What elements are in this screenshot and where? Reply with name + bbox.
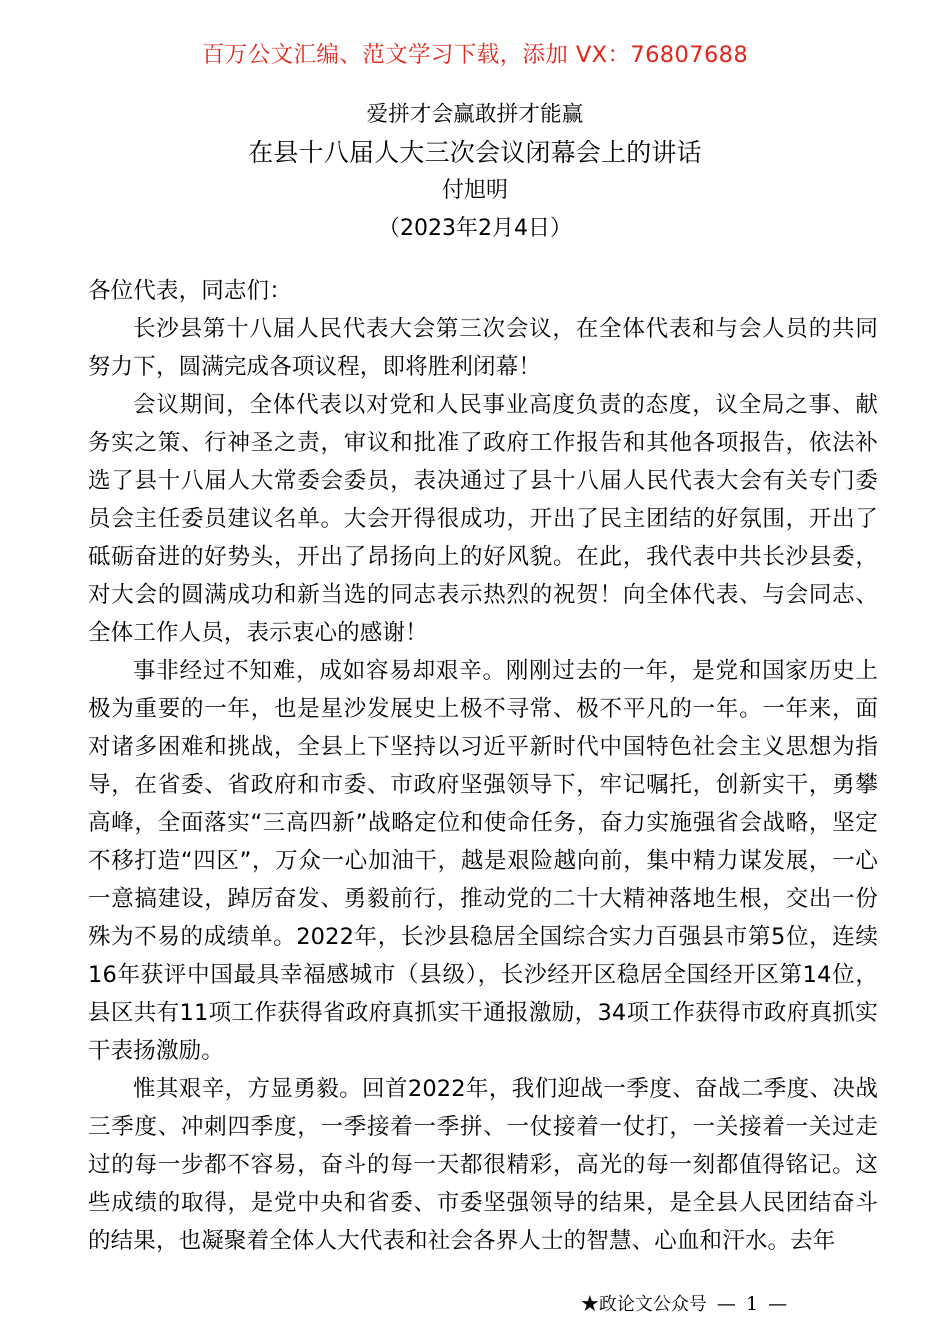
footer-inner — [581, 1291, 789, 1318]
document-body — [88, 272, 878, 1260]
title-date: （2023年2月4日） — [378, 216, 572, 241]
body-paragraph: 会议期间，全体代表以对党和人民事业高度负责的态度，议全局之事、献务实之策、行神圣之责，审议和批准了政府工作报告和其他各项报告，依法补选了县十八届人大常委会委员，表决通过了县十八届人民代表大会有关专门委员会主任委员建议名单。大会开得很成功，开出了民主团结的好氛围，开出了砥砺奋进的好势头，开出了昂扬向上的好风貌。在此，我代表中共长沙县委，对大会的圆满成功和新当选的同志表示热烈的祝贺！向全体代表、与会同志、全体工作人员，表示衷心的感谢！ — [88, 392, 878, 646]
body-salutation: 各位代表，同志们： — [88, 278, 292, 304]
title-author: 付旭明 — [441, 178, 508, 203]
document-title-block — [0, 97, 950, 249]
title-line-1: 爱拼才会赢敢拼才能赢 — [366, 102, 584, 127]
promo-banner-text: 百万公文汇编、范文学习下载，添加 VX：76807688 — [201, 42, 749, 68]
footer-page-number: — 1 — — [716, 1293, 790, 1315]
footer-watermark: ★政论文公众号 — [580, 1294, 707, 1315]
body-paragraph: 惟其艰辛，方显勇毅。回首2022年，我们迎战一季度、奋战二季度、决战三季度、冲刺四季度，一季接着一季拼、一仗接着一仗打，一关接着一关过走过的每一步都不容易，奋斗的每一天都很精彩，高光的每一刻都值得铭记。这些成绩的取得，是党中央和省委、市委坚强领导的结果，是全县人民团结奋斗的结果，也凝聚着全体人大代表和社会各界人士的智慧、心血和汗水。去年 — [88, 1076, 878, 1254]
body-paragraph: 长沙县第十八届人民代表大会第三次会议，在全体代表和与会人员的共同努力下，圆满完成各项议程，即将胜利闭幕！ — [88, 316, 878, 380]
document-footer — [0, 1291, 950, 1318]
body-paragraph: 事非经过不知难，成如容易却艰辛。刚刚过去的一年，是党和国家历史上极为重要的一年，也是星沙发展史上极不寻常、极不平凡的一年。一年来，面对诸多困难和挑战，全县上下坚持以习近平新时代中国特色社会主义思想为指导，在省委、省政府和市委、市政府坚强领导下，牢记嘱托，创新实干，勇攀高峰，全面落实“三高四新”战略定位和使命任务，奋力实施强省会战略，坚定不移打造“四区”，万众一心加油干，越是艰险越向前，集中精力谋发展，一心一意搞建设，踔厉奋发、勇毅前行，推动党的二十大精神落地生根，交出一份殊为不易的成绩单。2022年，长沙县稳居全国综合实力百强县市第5位，连续16年获评中国最具幸福感城市（县级），长沙经开区稳居全国经开区第14位，县区共有11项工作获得省政府真抓实干通报激励，34项工作获得市政府真抓实干表扬激励。 — [88, 658, 878, 1064]
title-line-2: 在县十八届人大三次会议闭幕会上的讲话 — [248, 138, 702, 167]
